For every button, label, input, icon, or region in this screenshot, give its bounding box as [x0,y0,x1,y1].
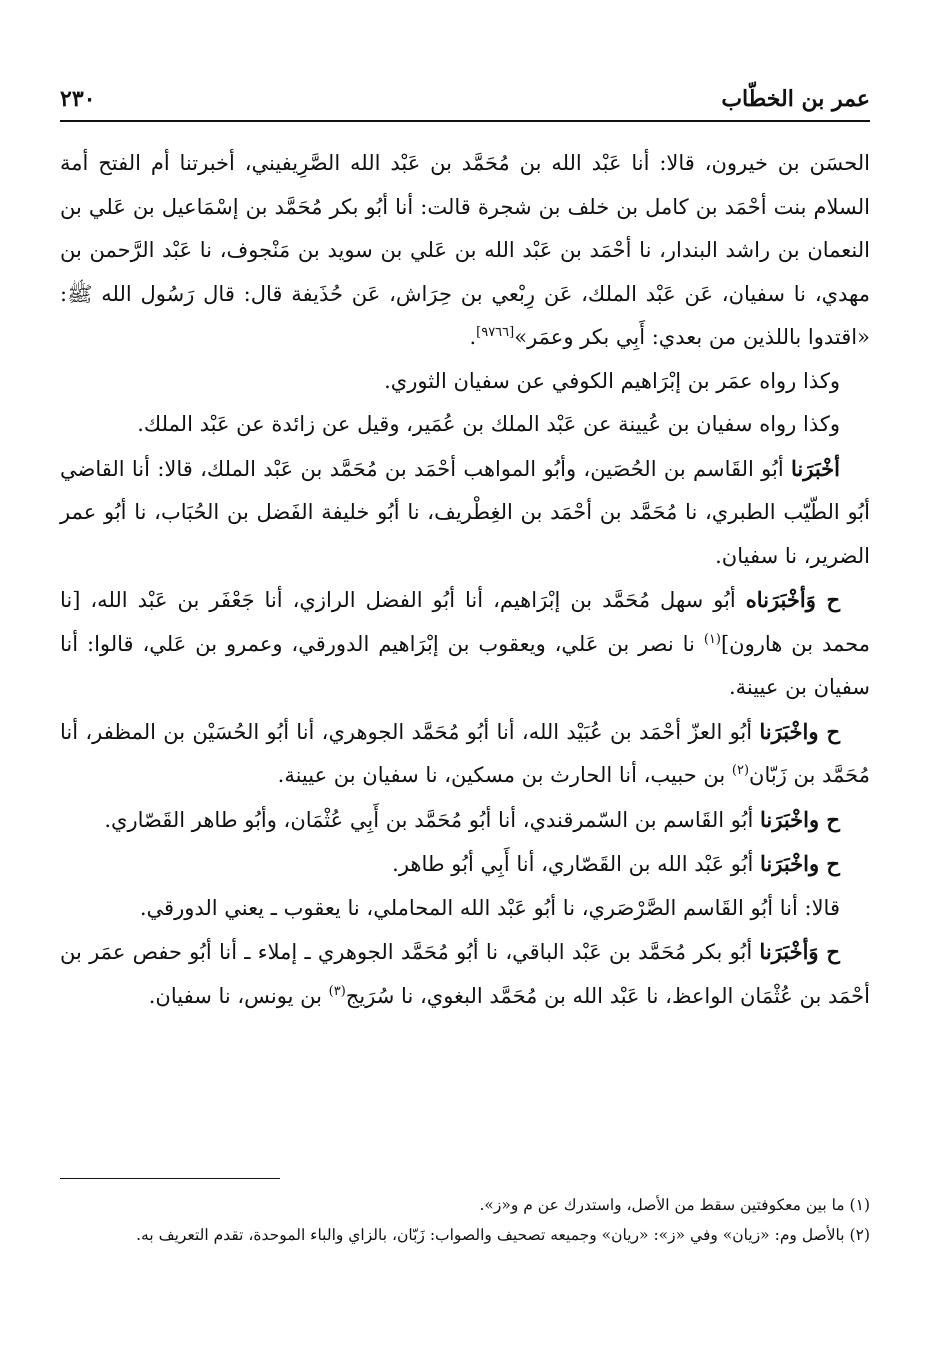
footnote-number: (٢) [849,1226,870,1244]
paragraph: ح واخْبَرَنا أبُو القَاسم بن السّمرقندي، أنا أبُو مُحَمَّد بن أَبِي عُثْمَان، وأبُو طاهر القَصّاري. [104,806,840,832]
paragraph: ح وَأخْبَرَنا أبُو بكر مُحَمَّد بن عَبْد الباقي، نا أبُو مُحَمَّد الجوهري ـ إملاء ـ أنا أبُو حفص عمَر بن أحْمَد بن عُثْمَان الواعظ، نا عَبْد الله بن مُحَمَّد البغوي، نا سُرَيج$^{(٣)}$ بن يونس، نا سفيان. [60,939,870,1008]
page-header [60,80,870,122]
page-number: ٢٣٠ [60,86,96,112]
hadith-number: [٩٧٦٦] [476,325,515,340]
paragraph: ح وَأخْبَرَناه أبُو سهل مُحَمَّد بن إبْرَاهيم، أنا أبُو الفضل الرازي، أنا جَعْفَر بن عَبْد الله، [نا محمد بن هارون]$^{(١)}$ نا نصر بن عَلي، ويعقوب بن إبْرَاهيم الدورقي، وعمرو بن عَلي، قالوا: أنا سفيان بن عيينة. [60,587,870,699]
paragraph: أخْبَرَنا أبُو القَاسم بن الحُصَين، وأبُو المواهب أحْمَد بن مُحَمَّد بن عَبْد الملك، قالا: أنا القاضي أبُو الطّيّب الطبري، نا مُحَمَّد بن أحْمَد بن الغِطْريف، نا أبُو خليفة الفَضل بن الحُبَاب، نا أبُو عمر الضرير، نا سفيان. [60,455,870,568]
footnote: (١) ما بين معكوفتين سقط من الأصل، واستدرك عن م و«ز». [479,1196,870,1214]
isnad-lead: ح واخْبَرَنا [759,718,840,744]
paragraph: ح واخْبَرَنا أبُو عَبْد الله بن القَصّاري، أنا أَبِي أبُو طاهر. [392,851,840,876]
book-page [60,80,870,1340]
paragraph: وكذا رواه عمَر بن إبْرَاهيم الكوفي عن سفيان الثوري. [384,368,840,393]
isnad-lead: ح وَأخْبَرَناه [745,587,841,612]
footnote-marker: (١) [703,631,721,647]
footnote-number: (١) [849,1196,870,1214]
paragraph: ح واخْبَرَنا أبُو العزّ أحْمَد بن عُبَيْد الله، أنا أبُو مُحَمَّد الجوهري، أنا أبُو الحُسَيْن بن المظفر، أنا مُحَمَّد بن زَبّان$^{(٢)}$ بن حبيب، أنا الحارث بن مسكين، نا سفيان بن عيينة. [60,718,870,787]
isnad-lead: أخْبَرَنا [791,455,840,481]
footnote-marker: (٢) [731,763,750,778]
footnote-separator [60,1178,280,1179]
paragraph: قالا: أنا أبُو القَاسم الصَّرْصَري، نا أبُو عَبْد الله المحاملي، نا يعقوب ـ يعني الدورقي. [139,895,840,920]
paragraph: وكذا رواه سفيان بن عُيينة عن عَبْد الملك بن عُمَير، وقيل عن زائدة عن عَبْد الملك. [137,412,840,436]
isnad-lead: ح واخْبَرَنا [760,806,840,832]
running-title: عمر بن الخطّاب [721,86,870,112]
footnote: (٢) بالأصل وم: «زيان» وفي «ز»: «ريان» وجميعه تصحيف والصواب: زَبّان، بالزاي والباء الموحدة، تقدم التعريف به. [136,1226,870,1244]
isnad-lead: ح وَأخْبَرَنا [759,939,840,964]
footnotes [60,1190,870,1250]
isnad-lead: ح واخْبَرَنا [760,851,840,876]
paragraph: الحسَن بن خيرون، قالا: أنا عَبْد الله بن مُحَمَّد بن عَبْد الله الصَّرِيفيني، أخبرتنا أم الفتح أمة السلام بنت أحْمَد بن كامل بن خلف بن شجرة قالت: أنا أبُو بكر مُحَمَّد بن إسْمَاعيل بن عَلي بن النعمان بن راشد البندار، نا أحْمَد بن عَبْد الله بن عَلي بن سويد بن مَنْجوف، نا عَبْد الرَّحمن بن مهدي، نا سفيان، عَن عَبْد الملك، عَن رِبْعي بن حِرَاش، عَن حُذَيفة قال: قال رَسُول الله ﷺ: «اقتدوا باللذين من بعدي: أَبِي بكر وعمَر»[٩٧٦٦]. [60,151,870,349]
footnote-marker: (٣) [328,983,346,999]
main-text [60,142,870,1018]
